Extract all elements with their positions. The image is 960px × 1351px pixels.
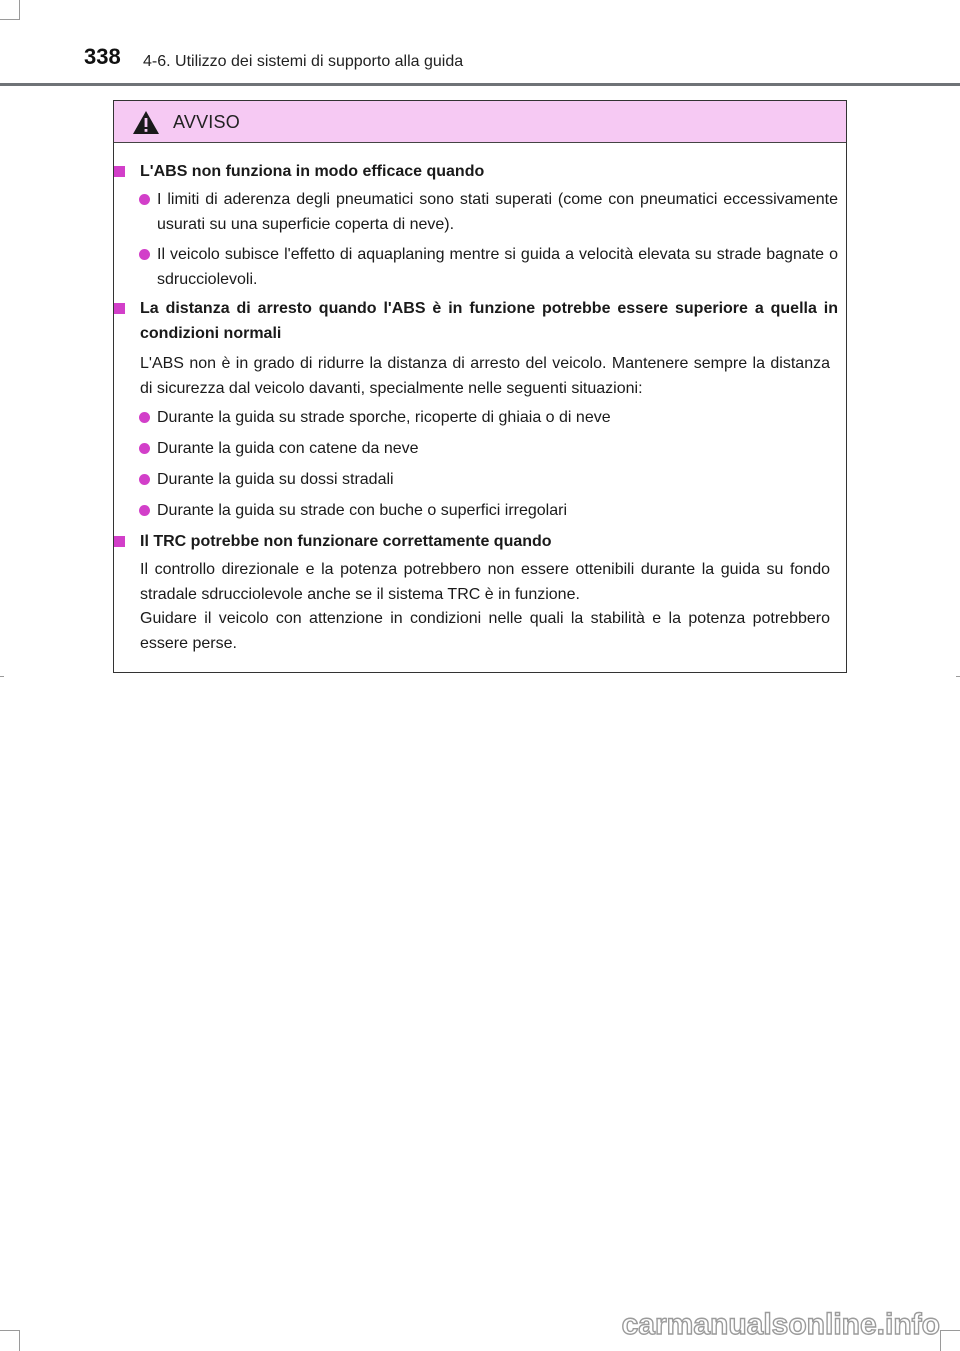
section-title: 4-6. Utilizzo dei sistemi di supporto alla guida xyxy=(143,53,464,70)
warning-title: AVVISO xyxy=(173,112,240,132)
crop-mark xyxy=(0,1330,20,1331)
circle-bullet-icon xyxy=(139,474,150,485)
crop-mark xyxy=(19,0,20,20)
watermark xyxy=(560,1298,945,1344)
paragraph: Guidare il veicolo con attenzione in condizioni nelle quali la stabilità e la potenza potrebbero essere perse. xyxy=(140,610,830,652)
page-number: 338 xyxy=(84,44,121,69)
paragraph: L'ABS non è in grado di ridurre la distanza di arresto del veicolo. Mantenere sempre la distanza di sicurezza dal veicolo davanti, specialmente nelle seguenti situazioni: xyxy=(140,355,830,397)
warning-box xyxy=(113,100,847,673)
section-heading: L'ABS non funziona in modo efficace quando xyxy=(114,159,838,184)
crop-mark xyxy=(956,676,960,677)
list-item: Durante la guida su strade sporche, ricoperte di ghiaia o di neve xyxy=(135,405,838,430)
list-item: I limiti di aderenza degli pneumatici sono stati superati (come con pneumatici eccessivamente usurati su una superficie coperta di neve). xyxy=(135,187,838,237)
circle-bullet-icon xyxy=(139,505,150,516)
list-item: Durante la guida su strade con buche o superfici irregolari xyxy=(135,498,838,523)
square-bullet-icon xyxy=(114,303,125,314)
paragraph: Il controllo direzionale e la potenza potrebbero non essere ottenibili durante la guida su fondo stradale sdrucciolevole anche se il sistema TRC è in funzione. xyxy=(140,561,830,603)
circle-bullet-icon xyxy=(139,249,150,260)
square-bullet-icon xyxy=(114,166,125,177)
header-rule xyxy=(0,83,960,86)
circle-bullet-icon xyxy=(139,412,150,423)
circle-bullet-icon xyxy=(139,194,150,205)
list-item: Durante la guida con catene da neve xyxy=(135,436,838,461)
warning-triangle-icon xyxy=(132,110,160,135)
crop-mark xyxy=(0,19,20,20)
section-heading: La distanza di arresto quando l'ABS è in funzione potrebbe essere superiore a quella in condizioni normali xyxy=(114,296,838,346)
list-item: Il veicolo subisce l'effetto di aquaplaning mentre si guida a velocità elevata su strade bagnate o sdrucciolevoli. xyxy=(135,242,838,292)
crop-mark xyxy=(0,676,4,677)
circle-bullet-icon xyxy=(139,443,150,454)
warning-header xyxy=(114,101,846,143)
square-bullet-icon xyxy=(114,536,125,547)
crop-mark xyxy=(19,1331,20,1351)
section-heading: Il TRC potrebbe non funzionare correttamente quando xyxy=(114,529,838,554)
watermark-text: carmanualsonline.info xyxy=(621,1308,940,1341)
list-item: Durante la guida su dossi stradali xyxy=(135,467,838,492)
